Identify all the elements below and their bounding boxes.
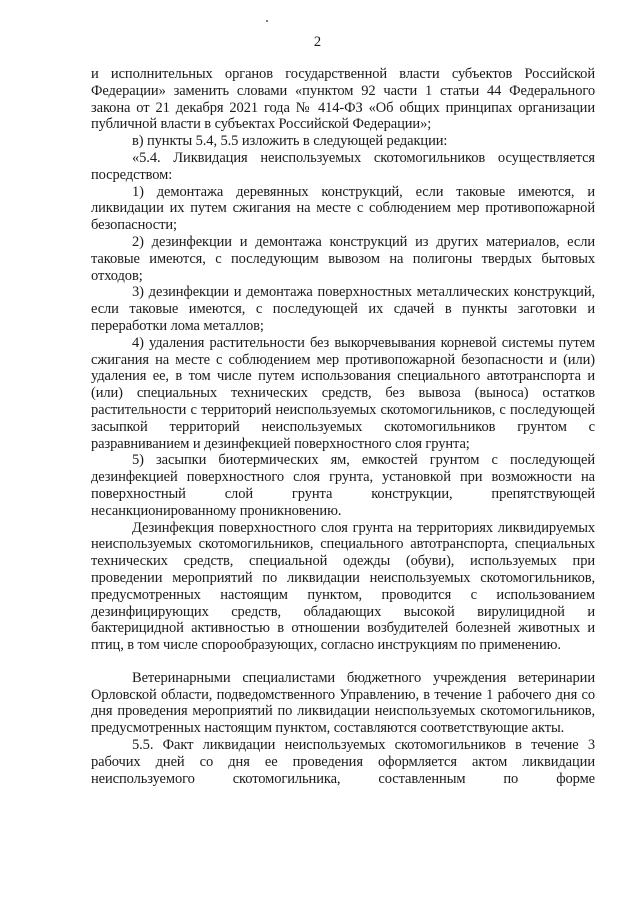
list-item-2: 2) дезинфекции и демонтажа конструкций из других материалов, если таковые имеются, с последующим вывозом на полигоны твердых бытовых отходов; <box>91 233 595 284</box>
list-item-5: 5) засыпки биотермических ям, емкостей грунтом с последующей дезинфекцией поверхностного слоя грунта, установкой при возможности на поверхностный слой грунта конструкции, препятствующей несанкционированному проникновению. <box>91 452 595 519</box>
document-body <box>91 66 595 787</box>
page-number: 2 <box>313 34 322 50</box>
list-item-4: 4) удаления растительности без выкорчевывания корневой системы путем сжигания на месте с соблюдением мер противопожарной безопасности и (или) удаления ее, в том числе путем использования специального автотранспорта и (или) специальных технических средств, без вывоза (выноса) остатков растительности с территорий неиспользуемых скотомогильников, с последующей засыпкой территорий неиспользуемых скотомогильников грунтом с разравниванием и дезинфекцией поверхностного слоя грунта; <box>91 334 595 452</box>
list-item-1: 1) демонтажа деревянных конструкций, если таковые имеются, и ликвидации их путем сжигания на месте с соблюдением мер противопожарной безопасности; <box>91 183 595 234</box>
paragraph-5-5: 5.5. Факт ликвидации неиспользуемых скотомогильников в течение 3 рабочих дней со дня ее проведения оформляется актом ликвидации неиспользуемого скотомогильника, составленным по форме <box>91 737 595 787</box>
list-item-3: 3) дезинфекции и демонтажа поверхностных металлических конструкций, если таковые имеются, с последующей их сдачей в пункты заготовки и переработки лома металлов; <box>91 284 595 334</box>
paragraph-vet-specialists: Ветеринарными специалистами бюджетного учреждения ветеринарии Орловской области, подведомственного Управлению, в течение 1 рабочего дня со дня проведения мероприятий по ликвидации неиспользуемых скотомогильников, предусмотренных настоящим пунктом, составляются соответствующие акты. <box>91 669 595 737</box>
paragraph-disinfection: Дезинфекция поверхностного слоя грунта на территориях ликвидируемых неиспользуемых скотомогильников, специального автотранспорта, специальных технических средств, специальной одежды (обуви), используемых при проведении мероприятий по ликвидации неиспользуемых скотомогильников, предусмотренных настоящим пунктом, проводится с использованием дезинфицирующих средств, обладающих высокой вирулицидной и бактерицидной активностью в отношении возбудителей болезней животных и птиц, в том числе спорообразующих, согласно инструкциям по применению. <box>91 519 595 654</box>
paragraph-continuation: и исполнительных органов государственной власти субъектов Российской Федерации» заменить словами «пунктом 92 части 1 статьи 44 Федерального закона от 21 декабря 2021 года № 414-ФЗ «Об общих принципах организации публичной власти в субъектах Российской Федерации»; <box>91 66 595 133</box>
paragraph-item-v: в) пункты 5.4, 5.5 изложить в следующей редакции: <box>132 133 448 150</box>
paragraph-5-4-intro: «5.4. Ликвидация неиспользуемых скотомогильников осуществляется посредством: <box>91 149 595 183</box>
scan-speck <box>266 20 268 22</box>
